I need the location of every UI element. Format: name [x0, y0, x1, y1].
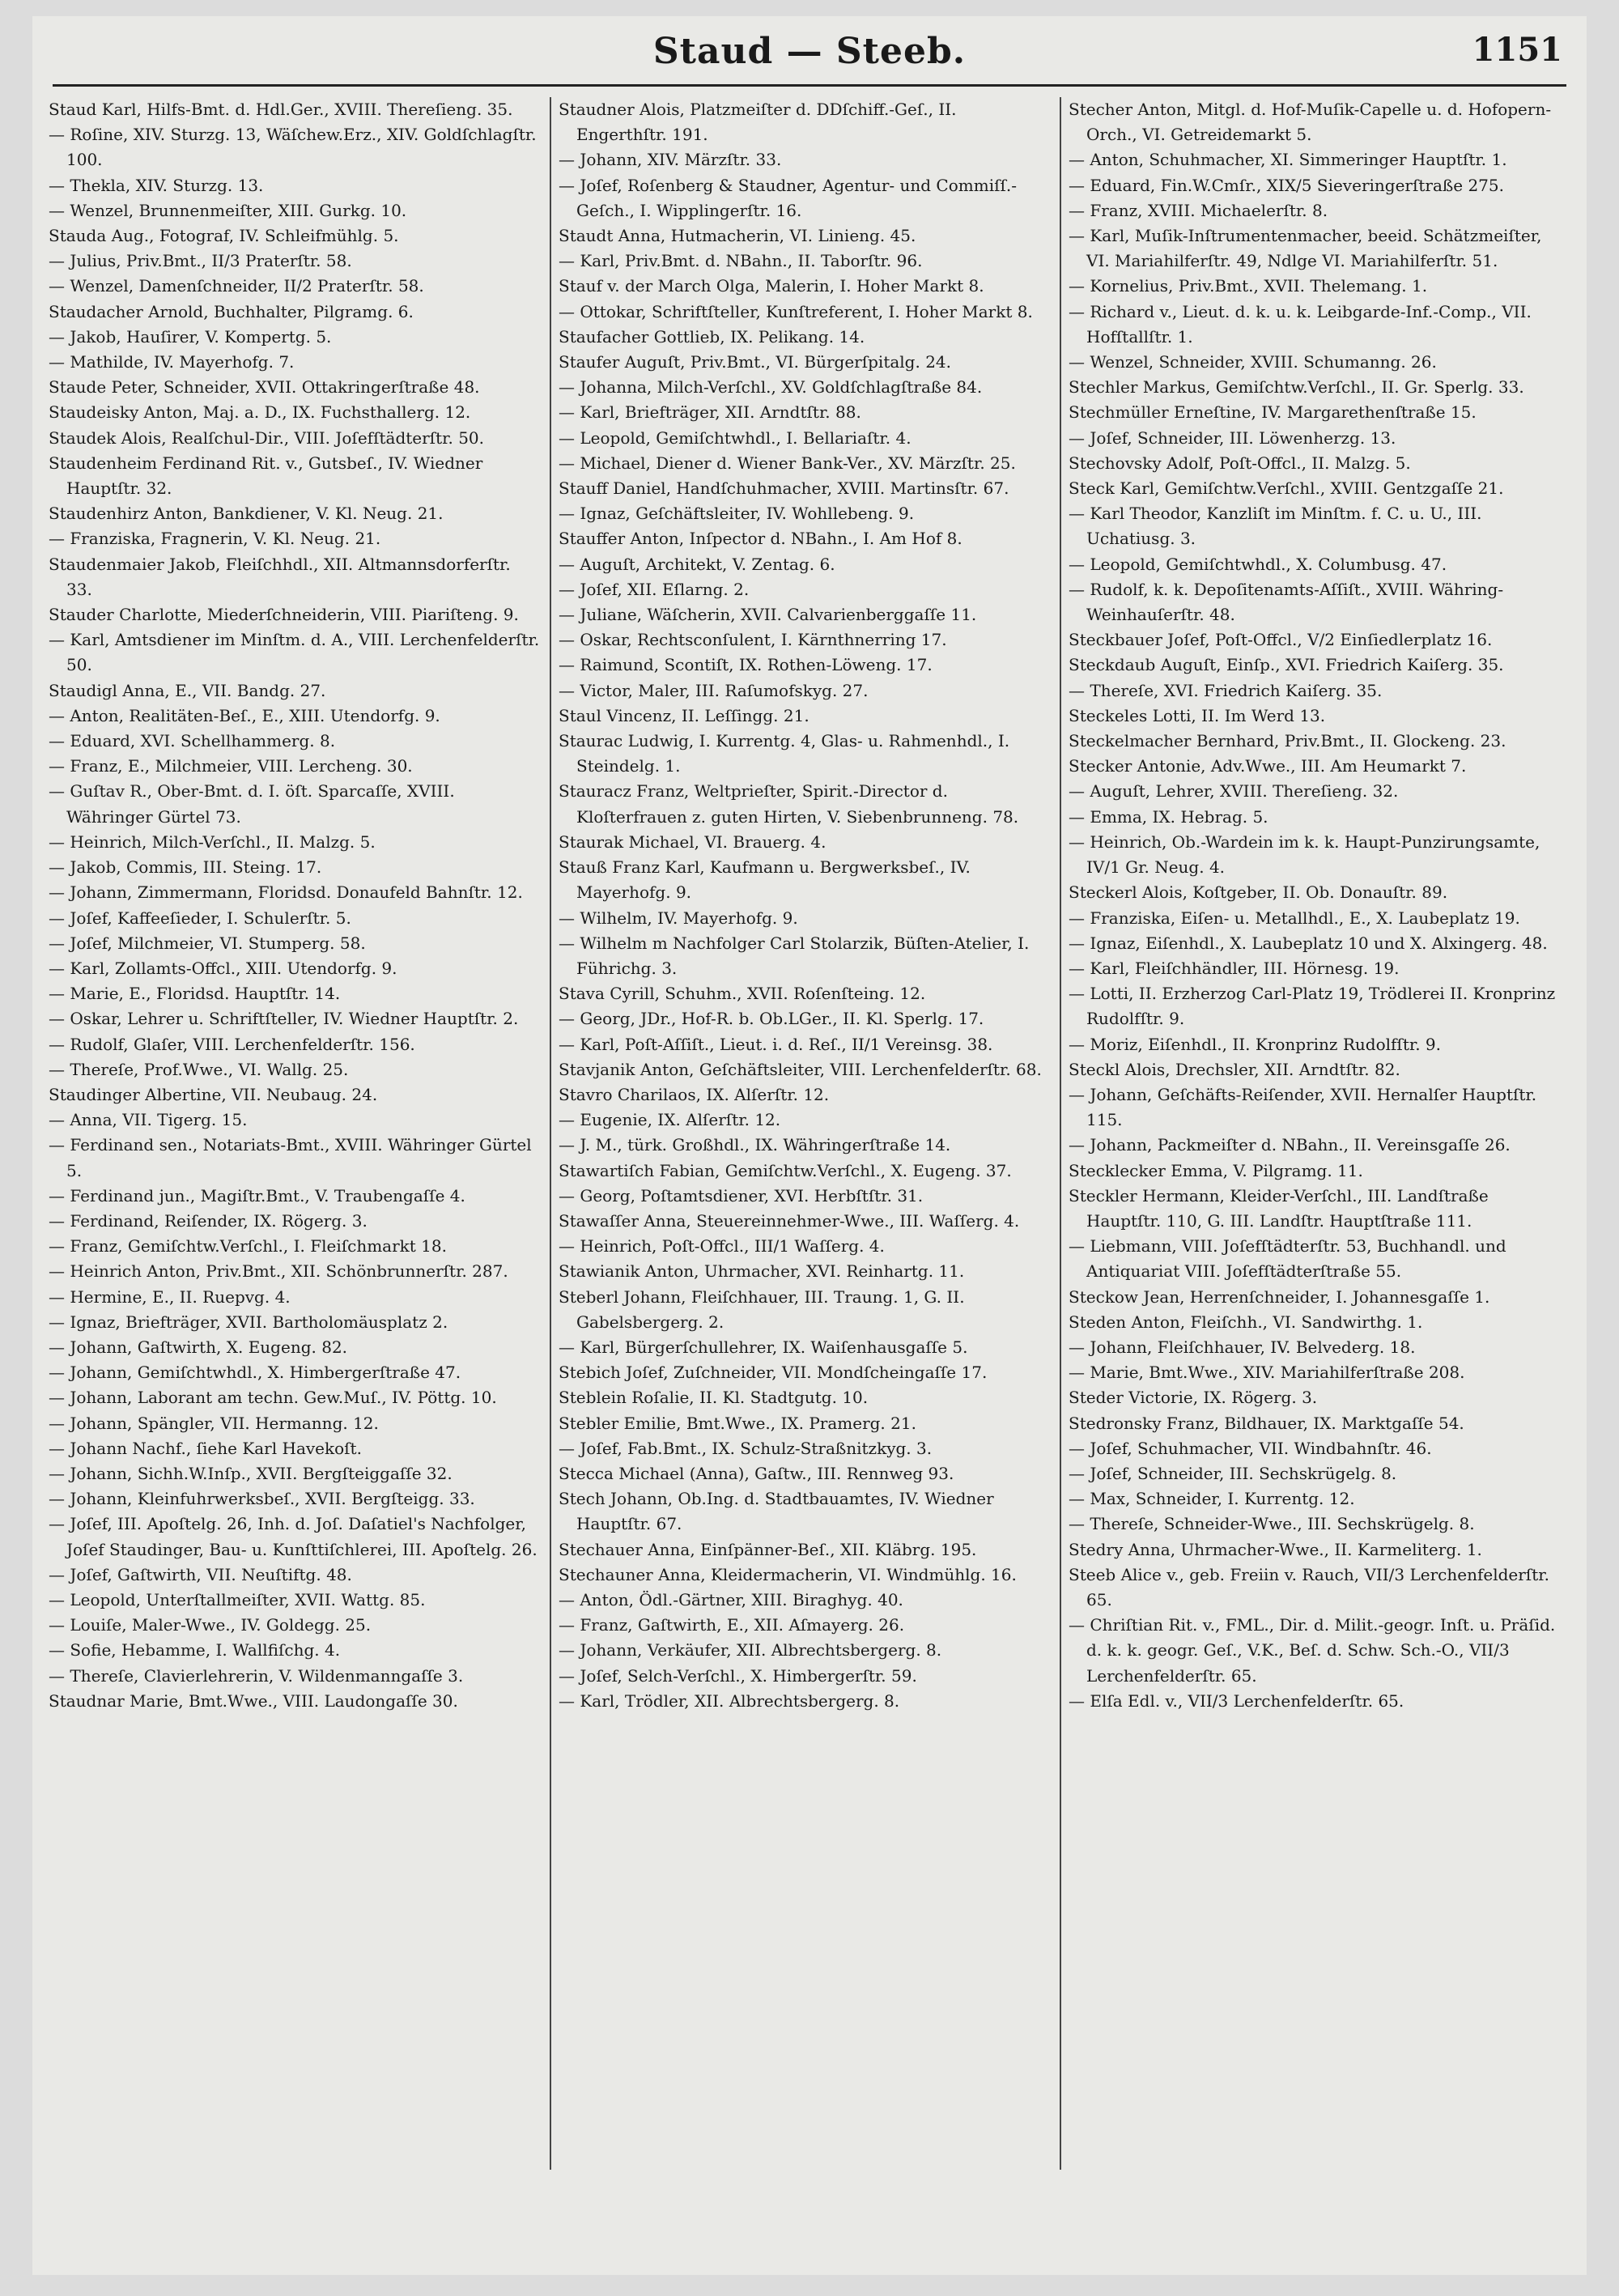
directory-entry: — Juliane, Wäſcherin, XVII. Calvarienberggaſſe 11. [559, 605, 977, 625]
directory-entry: — J. M., türk. Großhdl., IX. Währingerſtraße 14. [559, 1135, 951, 1155]
directory-entry: — Victor, Maler, III. Raſumofskyg. 27. [559, 680, 869, 700]
directory-entry: Staudt Anna, Hutmacherin, VI. Linieng. 45. [559, 226, 916, 246]
directory-entry: — Johann, Sichh.W.Inſp., XVII. Bergſteiggaſſe 32. [49, 1463, 453, 1483]
directory-entry: — Anna, VII. Tigerg. 15. [49, 1110, 248, 1130]
directory-entry: — Moriz, Eiſenhdl., II. Kronprinz Rudolfſtr. 9. [1069, 1034, 1442, 1054]
directory-entry: — Franziska, Eiſen- u. Metallhdl., E., X. Laubeplatz 19. [1069, 908, 1520, 928]
directory-entry: — Wenzel, Damenſchneider, II/2 Praterſtr. 58. [49, 276, 424, 296]
directory-entry: — Franz, E., Milchmeier, VIII. Lercheng. 30. [49, 756, 413, 776]
directory-entry: — Anton, Schuhmacher, XI. Simmeringer Hauptſtr. 1. [1069, 150, 1507, 170]
directory-entry: Stauff Daniel, Handſchuhmacher, XVIII. Martinsſtr. 67. [559, 478, 1009, 499]
directory-entry: Stebler Emilie, Bmt.Wwe., IX. Pramerg. 21. [559, 1413, 916, 1433]
directory-entry: — Thereſe, Clavierlehrerin, V. Wildenmanngaſſe 3. [49, 1665, 464, 1686]
directory-entry: Staudeisky Anton, Maj. a. D., IX. Fuchsthallerg. 12. [49, 402, 471, 423]
directory-entry: — Eugenie, IX. Alſerſtr. 12. [559, 1110, 781, 1130]
directory-entry: Stech Johann, Ob.Ing. d. Stadtbauamtes, IV. Wiedner Hauptſtr. 67. [559, 1489, 994, 1534]
directory-entry: — Leopold, Gemiſchtwhdl., X. Columbusg. 47. [1069, 554, 1447, 574]
directory-entry: — Louiſe, Maler-Wwe., IV. Goldegg. 25. [49, 1615, 372, 1635]
directory-entry: Stauß Franz Karl, Kaufmann u. Bergwerksbeſ., IV. Mayerhofg. 9. [559, 857, 971, 903]
directory-entry: Steckl Alois, Drechsler, XII. Arndtſtr. 82. [1069, 1059, 1400, 1079]
directory-entry: — Johann, Geſchäfts-Reiſender, XVII. Hernalſer Hauptſtr. 115. [1069, 1084, 1537, 1130]
directory-entry: Steckeles Lotti, II. Im Werd 13. [1069, 705, 1326, 725]
directory-entry: — Oskar, Lehrer u. Schriftſteller, IV. Wiedner Hauptſtr. 2. [49, 1009, 519, 1029]
directory-entry: Staul Vincenz, II. Leſſingg. 21. [559, 705, 810, 725]
directory-entry: — Karl, Fleiſchhändler, III. Hörnesg. 19. [1069, 958, 1400, 978]
directory-entry: Steck Karl, Gemiſchtw.Verſchl., XVIII. Gentzgaſſe 21. [1069, 478, 1504, 499]
directory-entry: Staude Peter, Schneider, XVII. Ottakringerſtraße 48. [49, 377, 480, 398]
directory-entry: — Joſef, Roſenberg & Staudner, Agentur- und Commiſſ.-Geſch., I. Wipplingerſtr. 16. [559, 175, 1018, 220]
directory-entry: — Ferdinand jun., Magiſtr.Bmt., V. Traubengaſſe 4. [49, 1185, 465, 1205]
directory-entry: Stedronsky Franz, Bildhauer, IX. Marktgaſſe 54. [1069, 1413, 1464, 1433]
directory-entry: Stava Cyrill, Schuhm., XVII. Roſenſteing. 12. [559, 984, 926, 1004]
directory-entry: — Marie, E., Floridsd. Hauptſtr. 14. [49, 984, 341, 1004]
directory-entry: Steberl Johann, Fleiſchhauer, III. Traung. 1, G. II. Gabelsbergerg. 2. [559, 1286, 965, 1332]
directory-entry: Stavro Charilaos, IX. Alſerſtr. 12. [559, 1084, 830, 1104]
directory-entry: — Wilhelm, IV. Mayerhofg. 9. [559, 908, 798, 928]
directory-entry: — Karl, Trödler, XII. Albrechtsbergerg. 8. [559, 1690, 900, 1711]
directory-entry: — Joſef, Milchmeier, VI. Stumperg. 58. [49, 933, 366, 953]
directory-entry: — Johann, Verkäufer, XII. Albrechtsbergerg. 8. [559, 1640, 942, 1660]
directory-entry: — Wenzel, Schneider, XVIII. Schumanng. 26. [1069, 352, 1437, 372]
directory-entry: — Karl, Amtsdiener im Minſtm. d. A., VIII. Lerchenfelderſtr. 50. [49, 630, 540, 675]
directory-entry: — Julius, Priv.Bmt., II/3 Praterſtr. 58. [49, 251, 352, 271]
directory-entry: Stawaſſer Anna, Steuereinnehmer-Wwe., III. Waſſerg. 4. [559, 1210, 1020, 1231]
directory-entry: Stavjanik Anton, Geſchäftsleiter, VIII. Lerchenfelderſtr. 68. [559, 1059, 1042, 1079]
directory-entry: — Johann, XIV. Märzſtr. 33. [559, 150, 782, 170]
directory-entry: — Ferdinand, Reiſender, IX. Rögerg. 3. [49, 1210, 368, 1231]
directory-entry: — Heinrich, Milch-Verſchl., II. Malzg. 5. [49, 831, 376, 852]
directory-entry: Staudner Alois, Platzmeiſter d. DDſchiff.-Geſ., II. Engerthſtr. 191. [559, 100, 957, 145]
directory-entry: Staurak Michael, VI. Brauerg. 4. [559, 831, 826, 852]
directory-entry: — Wilhelm m Nachfolger Carl Stolarzik, Büſten-Atelier, I. Führichg. 3. [559, 933, 1030, 978]
directory-entry: — Georg, Poſtamtsdiener, XVI. Herbſtſtr. 31. [559, 1185, 924, 1205]
directory-entry: — Lotti, II. Erzherzog Carl-Platz 19, Trödlerei II. Kronprinz Rudolfſtr. 9. [1069, 984, 1556, 1029]
directory-entry: — Jakob, Hauſirer, V. Kompertg. 5. [49, 326, 332, 347]
directory-entry: — Franziska, Fragnerin, V. Kl. Neug. 21. [49, 529, 381, 549]
directory-entry: — Heinrich Anton, Priv.Bmt., XII. Schönbrunnerſtr. 287. [49, 1261, 508, 1282]
directory-entry: — Joſef, III. Apoſtelg. 26, Inh. d. Joſ. Daſatiel's Nachfolger, Joſef Staudinger, Bau- u. Kunſttiſchlerei, III. Apoſtelg. 26. [49, 1514, 538, 1559]
directory-entry: Steckow Jean, Herrenſchneider, I. Johannesgaſſe 1. [1069, 1286, 1490, 1307]
directory-entry: — Joſef, Schuhmacher, VII. Windbahnſtr. 46. [1069, 1438, 1432, 1458]
directory-entry: Stauracz Franz, Weltprieſter, Spirit.-Director d. Kloſterfrauen z. guten Hirten, V. Siebenbrunneng. 78. [559, 781, 1019, 827]
directory-entry: — Richard v., Lieut. d. k. u. k. Leibgarde-Inf.-Comp., VII. Hofſtallſtr. 1. [1069, 301, 1532, 347]
directory-entry: — Sofie, Hebamme, I. Wallfiſchg. 4. [49, 1640, 341, 1660]
directory-entry: — Auguſt, Architekt, V. Zentag. 6. [559, 554, 835, 574]
directory-entry: — Joſef, XII. Eſlarng. 2. [559, 579, 750, 599]
directory-entry: — Johann, Zimmermann, Floridsd. Donaufeld Bahnſtr. 12. [49, 882, 523, 903]
directory-entry: — Johann, Spängler, VII. Hermanng. 12. [49, 1413, 379, 1433]
column-3 [1069, 97, 1561, 2170]
directory-entry: — Leopold, Gemiſchtwhdl., I. Bellariaſtr. 4. [559, 427, 911, 448]
directory-entry: — Franz, XVIII. Michaelerſtr. 8. [1069, 200, 1328, 220]
directory-entry: — Heinrich, Poſt-Offcl., III/1 Waſſerg. 4. [559, 1236, 885, 1256]
directory-entry: Staud Karl, Hilfs-Bmt. d. Hdl.Ger., XVIII. Thereſieng. 35. [49, 100, 513, 119]
directory-entry: — Rudolf, k. k. Depoſitenamts-Aſſiſt., XVIII. Währing-Weinhauſerſtr. 48. [1069, 579, 1504, 625]
directory-entry: — Auguſt, Lehrer, XVIII. Thereſieng. 32. [1069, 781, 1399, 801]
directory-entry: Stechovsky Adolf, Poſt-Offcl., II. Malzg. 5. [1069, 453, 1411, 473]
directory-entry: Steden Anton, Fleiſchh., VI. Sandwirthg. 1. [1069, 1312, 1423, 1332]
header-rule [53, 84, 1566, 87]
directory-entry: Stecklecker Emma, V. Pilgramg. 11. [1069, 1160, 1363, 1180]
directory-entry: — Marie, Bmt.Wwe., XIV. Mariahilferſtraße 208. [1069, 1363, 1465, 1383]
directory-entry: — Joſef, Gaſtwirth, VII. Neuſtiftg. 48. [49, 1564, 352, 1584]
directory-entry: — Guſtav R., Ober-Bmt. d. I. öſt. Sparcaſſe, XVIII. Währinger Gürtel 73. [49, 781, 455, 827]
directory-entry: — Rudolf, Glaſer, VIII. Lerchenfelderſtr. 156. [49, 1034, 415, 1054]
directory-entry: — Joſef, Kaffeeſieder, I. Schulerſtr. 5. [49, 908, 351, 928]
directory-entry: — Kornelius, Priv.Bmt., XVII. Thelemang. 1. [1069, 276, 1428, 296]
directory-entry: — Ignaz, Briefträger, XVII. Bartholomäusplatz 2. [49, 1312, 448, 1332]
directory-entry: — Karl, Zollamts-Offcl., XIII. Utendorfg. 9. [49, 958, 397, 978]
directory-entry: Stechauer Anna, Einſpänner-Beſ., XII. Kläbrg. 195. [559, 1539, 977, 1559]
directory-entry: Steckler Hermann, Kleider-Verſchl., III. Landſtraße Hauptſtr. 110, G. III. Landſtr. Hauptſtraße 111. [1069, 1185, 1489, 1231]
directory-entry: — Johann Nachf., ſiehe Karl Havekoſt. [49, 1438, 362, 1458]
directory-entry: Stechler Markus, Gemiſchtw.Verſchl., II. Gr. Sperlg. 33. [1069, 377, 1524, 398]
directory-entry: Steblein Roſalie, II. Kl. Stadtgutg. 10. [559, 1388, 869, 1408]
directory-entry: — Thereſe, Prof.Wwe., VI. Wallg. 25. [49, 1059, 349, 1079]
directory-entry: — Johann, Laborant am techn. Gew.Muſ., IV. Pöttg. 10. [49, 1388, 497, 1408]
directory-entry: — Eduard, XVI. Schellhammerg. 8. [49, 731, 336, 751]
directory-entry: Stecker Antonie, Adv.Wwe., III. Am Heumarkt 7. [1069, 756, 1467, 776]
directory-entry: — Jakob, Commis, III. Steing. 17. [49, 857, 322, 878]
directory-entry: — Ignaz, Eiſenhdl., X. Laubeplatz 10 und X. Alxingerg. 48. [1069, 933, 1548, 953]
directory-entry: — Johann, Gaſtwirth, X. Eugeng. 82. [49, 1337, 348, 1357]
directory-entry: Stecher Anton, Mitgl. d. Hof-Muſik-Capelle u. d. Hofopern-Orch., VI. Getreidemarkt 5. [1069, 100, 1552, 145]
directory-entry: — Leopold, Unterſtallmeiſter, XVII. Wattg. 85. [49, 1589, 426, 1609]
directory-entry: — Thekla, XIV. Sturzg. 13. [49, 175, 264, 195]
directory-entry: — Elſa Edl. v., VII/3 Lerchenfelderſtr. 65. [1069, 1690, 1404, 1711]
directory-entry: Staudacher Arnold, Buchhalter, Pilgramg. 6. [49, 301, 414, 321]
directory-entry: — Karl, Muſik-Inſtrumentenmacher, beeid. Schätzmeiſter, VI. Mariahilferſtr. 49, Ndlge VI. Mariahilferſtr. 51. [1069, 226, 1542, 271]
directory-entry: — Emma, IX. Hebrag. 5. [1069, 806, 1268, 827]
directory-entry: — Thereſe, XVI. Friedrich Kaiſerg. 35. [1069, 680, 1383, 700]
directory-entry: Stechmüller Erneſtine, IV. Margarethenſtraße 15. [1069, 402, 1477, 423]
directory-entry: Stechauner Anna, Kleidermacherin, VI. Windmühlg. 16. [559, 1564, 1017, 1584]
directory-entry: Staudenheim Ferdinand Rit. v., Gutsbeſ., IV. Wiedner Hauptſtr. 32. [49, 453, 483, 499]
directory-entry: Stecca Michael (Anna), Gaſtw., III. Rennweg 93. [559, 1463, 954, 1483]
directory-entry: — Johann, Gemiſchtwhdl., X. Himbergerſtraße 47. [49, 1363, 461, 1383]
directory-entry: — Ottokar, Schriftſteller, Kunſtreferent, I. Hoher Markt 8. [559, 301, 1033, 321]
directory-entry: Staufacher Gottlieb, IX. Pelikang. 14. [559, 326, 865, 347]
directory-entry: Staudek Alois, Realſchul-Dir., VIII. Joſefſtädterſtr. 50. [49, 427, 484, 448]
directory-entry: Steeb Alice v., geb. Freiin v. Rauch, VII/3 Lerchenfelderſtr. 65. [1069, 1564, 1549, 1609]
directory-entry: — Karl, Poſt-Aſſiſt., Lieut. i. d. Reſ., II/1 Vereinsg. 38. [559, 1034, 993, 1054]
column-divider [550, 97, 551, 2170]
directory-entry: — Liebmann, VIII. Joſefſtädterſtr. 53, Buchhandl. und Antiquariat VIII. Joſefſtädterſtraße 55. [1069, 1236, 1506, 1282]
directory-entry: Stawianik Anton, Uhrmacher, XVI. Reinhartg. 11. [559, 1261, 965, 1282]
directory-entry: — Joſef, Schneider, III. Sechskrügelg. 8. [1069, 1463, 1397, 1483]
directory-entry: — Wenzel, Brunnenmeiſter, XIII. Gurkg. 10. [49, 200, 407, 220]
directory-entry: Steckerl Alois, Koſtgeber, II. Ob. Donauſtr. 89. [1069, 882, 1448, 903]
column-1 [49, 97, 541, 2170]
directory-entry: Stauder Charlotte, Miederſchneiderin, VIII. Piariſteng. 9. [49, 605, 519, 625]
directory-entry: — Johanna, Milch-Verſchl., XV. Goldſchlagſtraße 84. [559, 377, 983, 398]
directory-entry: Stauda Aug., Fotograf, IV. Schleifmühlg. 5. [49, 226, 399, 246]
directory-entry: Steckbauer Joſef, Poſt-Offcl., V/2 Einſiedlerplatz 16. [1069, 630, 1493, 650]
directory-entry: Staurac Ludwig, I. Kurrentg. 4, Glas- u. Rahmenhdl., I. Steindelg. 1. [559, 731, 1010, 776]
directory-entry: — Franz, Gemiſchtw.Verſchl., I. Fleiſchmarkt 18. [49, 1236, 447, 1256]
directory-entry: Steckdaub Auguſt, Einſp., XVI. Friedrich Kaiſerg. 35. [1069, 655, 1504, 675]
directory-entry: Stawartiſch Fabian, Gemiſchtw.Verſchl., X. Eugeng. 37. [559, 1160, 1012, 1180]
directory-entry: — Karl, Bürgerſchullehrer, IX. Waiſenhausgaſſe 5. [559, 1337, 968, 1357]
directory-page [32, 16, 1587, 2275]
directory-entry: — Anton, Realitäten-Beſ., E., XIII. Utendorfg. 9. [49, 705, 440, 725]
directory-entry: Staudnar Marie, Bmt.Wwe., VIII. Laudongaſſe 30. [49, 1690, 458, 1711]
directory-entry: — Karl Theodor, Kanzliſt im Minſtm. f. C. u. U., III. Uchatiusg. 3. [1069, 504, 1482, 549]
directory-entry: — Georg, JDr., Hof-R. b. Ob.LGer., II. Kl. Sperlg. 17. [559, 1009, 984, 1029]
directory-entry: Staudigl Anna, E., VII. Bandg. 27. [49, 680, 326, 700]
directory-entry: Steder Victorie, IX. Rögerg. 3. [1069, 1388, 1318, 1408]
page-title: Staud — Steeb. [652, 31, 967, 72]
directory-entry: — Karl, Briefträger, XII. Arndtſtr. 88. [559, 402, 861, 423]
directory-entry: — Roſine, XIV. Sturzg. 13, Wäſchew.Erz., XIV. Goldſchlagſtr. 100. [49, 125, 537, 170]
directory-entry: — Ferdinand sen., Notariats-Bmt., XVIII. Währinger Gürtel 5. [49, 1135, 532, 1180]
column-divider [1060, 97, 1061, 2170]
directory-entry: Staudenhirz Anton, Bankdiener, V. Kl. Neug. 21. [49, 504, 444, 524]
column-2 [559, 97, 1051, 2170]
directory-entry: — Michael, Diener d. Wiener Bank-Ver., XV. Märzſtr. 25. [559, 453, 1016, 473]
directory-entry: — Karl, Priv.Bmt. d. NBahn., II. Taborſtr. 96. [559, 251, 923, 271]
directory-entry: — Johann, Kleinfuhrwerksbeſ., XVII. Bergſteigg. 33. [49, 1489, 475, 1509]
directory-entry: — Ignaz, Geſchäftsleiter, IV. Wohllebeng. 9. [559, 504, 915, 524]
directory-entry: — Johann, Fleiſchhauer, IV. Belvederg. 18. [1069, 1337, 1416, 1357]
directory-entry: Staudinger Albertine, VII. Neubaug. 24. [49, 1084, 378, 1104]
directory-entry: — Johann, Packmeiſter d. NBahn., II. Vereinsgaſſe 26. [1069, 1135, 1511, 1155]
directory-entry: — Hermine, E., II. Ruepvg. 4. [49, 1286, 291, 1307]
directory-entry: Stebich Joſef, Zuſchneider, VII. Mondſcheingaſſe 17. [559, 1363, 988, 1383]
directory-entry: — Heinrich, Ob.-Wardein im k. k. Haupt-Punzirungsamte, IV/1 Gr. Neug. 4. [1069, 831, 1540, 878]
directory-entry: Stauffer Anton, Inſpector d. NBahn., I. Am Hof 8. [559, 529, 962, 549]
directory-entry: Staufer Auguſt, Priv.Bmt., VI. Bürgerſpitalg. 24. [559, 352, 952, 372]
page-number: 1151 [1472, 31, 1562, 69]
directory-entry: Stauf v. der March Olga, Malerin, I. Hoher Markt 8. [559, 276, 984, 296]
directory-entry: — Eduard, Fin.W.Cmſr., XIX/5 Sieveringerſtraße 275. [1069, 175, 1504, 195]
directory-entry: — Max, Schneider, I. Kurrentg. 12. [1069, 1489, 1355, 1509]
directory-entry: — Mathilde, IV. Mayerhofg. 7. [49, 352, 295, 372]
directory-entry: — Thereſe, Schneider-Wwe., III. Sechskrügelg. 8. [1069, 1514, 1475, 1534]
directory-entry: — Joſef, Schneider, III. Löwenherzg. 13. [1069, 427, 1396, 448]
directory-entry: Steckelmacher Bernhard, Priv.Bmt., II. Glockeng. 23. [1069, 731, 1506, 751]
directory-entry: — Joſef, Fab.Bmt., IX. Schulz-Straßnitzkyg. 3. [559, 1438, 933, 1458]
directory-entry: — Raimund, Scontiſt, IX. Rothen-Löweng. 17. [559, 655, 933, 675]
directory-entry: Staudenmaier Jakob, Fleiſchhdl., XII. Altmannsdorferſtr. 33. [49, 554, 511, 599]
directory-entry: — Chriſtian Rit. v., FML., Dir. d. Milit.-geogr. Inſt. u. Präſid. d. k. k. geogr. Geſ., V.K., Beſ. d. Schw. Sch.-O., VII/3 Lerchenfelderſtr. 65. [1069, 1615, 1556, 1686]
directory-entry: — Oskar, Rechtsconſulent, I. Kärnthnerring 17. [559, 630, 947, 650]
directory-entry: — Anton, Ödl.-Gärtner, XIII. Biraghyg. 40. [559, 1589, 903, 1609]
directory-entry: — Joſef, Selch-Verſchl., X. Himbergerſtr. 59. [559, 1665, 917, 1686]
directory-entry: — Franz, Gaſtwirth, E., XII. Aſmayerg. 26. [559, 1615, 905, 1635]
directory-entry: Stedry Anna, Uhrmacher-Wwe., II. Karmeliterg. 1. [1069, 1539, 1482, 1559]
